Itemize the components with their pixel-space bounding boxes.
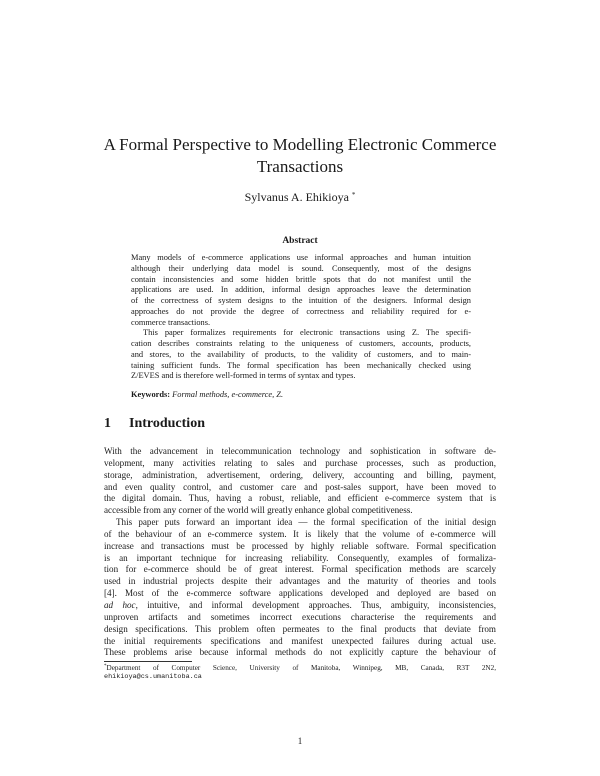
body-line: the initial requirements specifications and manifest unexpected failures during actual use.: [104, 635, 496, 646]
footnote-line: [104, 672, 496, 682]
abstract-line: although their underlying data model is sound. Consequently, most of the designs: [131, 263, 471, 273]
title-line: A Formal Perspective to Modelling Electronic Commerce: [103, 135, 497, 154]
abstract-line: and stores, to the availability of products, to the validity of customers, and to main-: [131, 349, 471, 359]
keywords-label: Keywords:: [131, 390, 171, 399]
body-line: used in industrial projects despite their advantages and the maturity of theories and tools: [104, 576, 496, 587]
body-line: the digital domain. Thus, having a robust, reliable, and efficient e-commerce system that is: [104, 493, 496, 504]
body-line: design specifications. This problem often permeates to the final products that deviate from: [104, 623, 496, 634]
abstract-line: applications are used. In addition, informal design approaches leave the determination: [131, 285, 471, 295]
author-footnote-mark: *: [351, 191, 356, 199]
abstract-body: [131, 253, 471, 382]
body-line: [4]. Most of the e-commerce software applications developed and deployed are based on: [104, 588, 496, 599]
abstract-line: taining sufficient funds. The formal specification has been mechanically checked using: [131, 360, 471, 370]
body-line: is an important technique for increasing reliability. Consequently, examples of formaliza-: [104, 552, 496, 563]
section-number: 1: [104, 416, 111, 431]
section-title: Introduction: [129, 416, 205, 431]
abstract-line: of the correctness of system designs to the intuition of the designers. Informal design: [131, 296, 471, 305]
footnote-email[interactable]: ehikioya@cs.umanitoba.ca: [104, 672, 202, 681]
abstract-line: commerce transactions.: [131, 317, 211, 327]
body-text: [104, 446, 496, 659]
body-line: tion for e-commerce should be of great interest. Formal specification methods are scarcely: [104, 564, 496, 575]
footnote-line: [104, 662, 496, 672]
author-name: Sylvanus A. Ehikioya: [244, 190, 349, 204]
body-line: storage, administration, advertisement, ordering, delivery, accounting and billing, payment,: [104, 469, 496, 480]
abstract-line: Z/EVES and is therefore well-formed in terms of syntax and types.: [131, 371, 356, 381]
body-line: With the advancement in telecommunication technology and sophistication in software de-: [104, 446, 496, 456]
page-number: 1: [297, 736, 303, 746]
author-line: [0, 190, 600, 205]
body-line: These problems arise because informal methods do not explicitly capture the behaviour of: [104, 647, 496, 658]
abstract-line: approaches do not provide the degree of correctness and reliability required for e-: [131, 306, 471, 316]
abstract-line: contain inconsistencies and some hidden brittle spots that do not manifest until the: [131, 274, 471, 284]
footnote-affiliation: Department of Computer Science, University of Manitoba, Winnipeg, MB, Canada, R3T 2N2,: [106, 664, 496, 672]
body-line: accessible from any corner of the world will greatly enhance global competitiveness.: [104, 505, 413, 516]
abstract-line: Many models of e-commerce applications use informal approaches and human intuition: [131, 253, 471, 262]
abstract-line: This paper formalizes requirements for electronic transactions using Z. The specifi-: [143, 328, 471, 338]
keywords: [131, 390, 471, 399]
keywords-text: Formal methods, e-commerce, Z.: [172, 390, 284, 399]
body-line: unproven artifacts and sometimes incorrect executions characterise the requirements and: [104, 611, 496, 622]
body-line: ad hoc, intuitive, and informal development approaches. Thus, ambiguity, inconsistencies,: [104, 599, 496, 610]
body-line: increase and transactions must be processed by highly reliable software. Formal specification: [104, 540, 496, 551]
paper-title: [60, 134, 540, 178]
title-line: Transactions: [256, 157, 344, 176]
body-line: and even quality control, and customer care and post-sales support, have been moved to: [104, 481, 496, 492]
body-line: velopment, many activities relating to sales and purchase processes, such as production,: [104, 457, 496, 468]
footnote-mark: *: [104, 664, 107, 669]
body-line: This paper puts forward an important idea — the formal specification of the initial design: [116, 517, 496, 528]
body-line: of the behaviour of an e-commerce system. It is likely that the volume of e-commerce will: [104, 528, 496, 539]
footnote: [104, 662, 496, 681]
abstract-line: cation describes constraints relating to the uniqueness of customers, accounts, products,: [131, 339, 471, 348]
section-heading: [104, 416, 205, 432]
abstract-heading: Abstract: [282, 236, 318, 246]
